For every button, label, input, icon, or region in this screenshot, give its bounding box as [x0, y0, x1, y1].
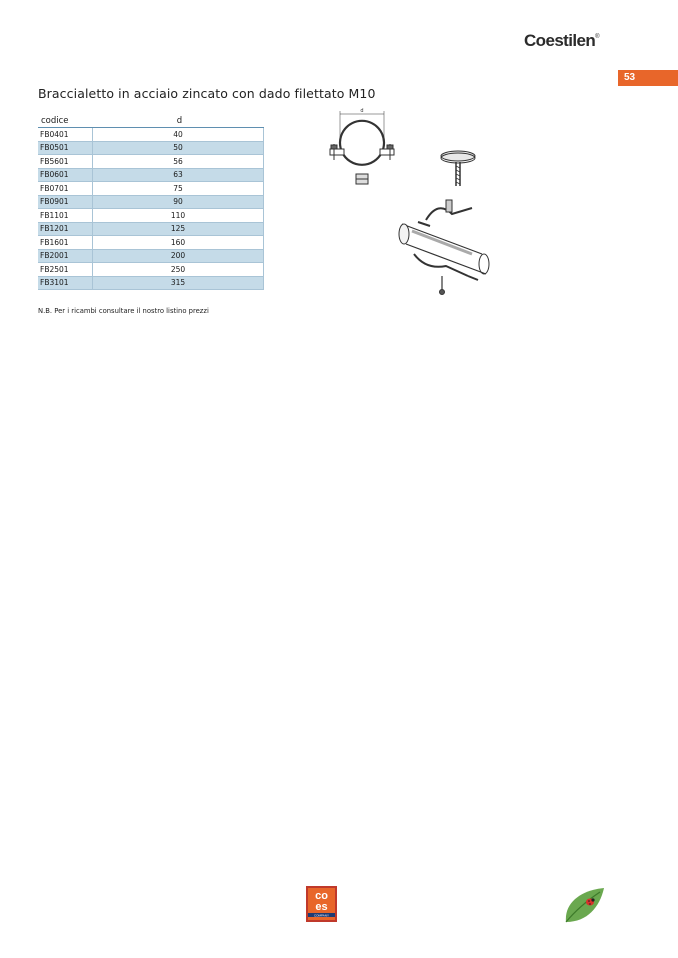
table-row	[38, 236, 264, 250]
cell-d: 63	[173, 170, 183, 180]
cell-codice: FB0701	[38, 182, 93, 195]
table-body	[38, 128, 264, 290]
cell-codice: FB1201	[38, 223, 93, 236]
cell-codice: FB3101	[38, 277, 93, 290]
cell-d: 125	[170, 224, 186, 234]
cell-d: 160	[170, 237, 186, 247]
table-row	[38, 196, 264, 210]
cell-d: 50	[173, 143, 183, 153]
cell-d: 250	[170, 264, 186, 274]
leaf-ladybug-icon	[560, 884, 606, 926]
table-header	[38, 115, 264, 128]
table-row	[38, 263, 264, 277]
table-row	[38, 277, 264, 291]
cell-d: 110	[170, 210, 186, 220]
cell-codice: FB0401	[38, 128, 93, 141]
cell-d: 200	[170, 251, 186, 261]
clamp-diagram	[322, 104, 502, 304]
product-table	[38, 115, 264, 290]
table-row	[38, 169, 264, 183]
cell-codice: FB0601	[38, 169, 93, 182]
cell-codice: FB5601	[38, 155, 93, 168]
svg-text:co: co	[315, 890, 328, 902]
cell-d: 90	[173, 197, 183, 207]
svg-text:COMPANY: COMPANY	[314, 913, 329, 918]
table-row	[38, 223, 264, 237]
table-row	[38, 209, 264, 223]
brand-logo: Coestilen®	[524, 31, 599, 50]
table-row	[38, 250, 264, 264]
cell-codice: FB1101	[38, 209, 93, 222]
cell-d: 75	[173, 183, 183, 193]
cell-codice: FB2501	[38, 263, 93, 276]
cell-d: 315	[170, 278, 186, 288]
table-row	[38, 142, 264, 156]
page-number-tab	[618, 70, 678, 86]
cell-codice: FB0901	[38, 196, 93, 209]
header-codice: codice	[41, 116, 69, 126]
product-title: Braccialetto in acciaio zincato con dado filettato M10	[38, 86, 376, 101]
cell-codice: FB0501	[38, 142, 93, 155]
footnote: N.B. Per i ricambi consultare il nostro listino prezzi	[38, 307, 209, 315]
table-row	[38, 182, 264, 196]
table-row	[38, 128, 264, 142]
cell-d: 40	[173, 129, 183, 139]
cell-d: 56	[173, 156, 183, 166]
page-number: 53	[624, 72, 636, 83]
table-row	[38, 155, 264, 169]
header-d: d	[176, 116, 183, 126]
cell-codice: FB1601	[38, 236, 93, 249]
svg-text:es: es	[315, 901, 328, 913]
diameter-label: d	[360, 108, 364, 114]
cell-codice: FB2001	[38, 250, 93, 263]
coes-logo	[306, 886, 337, 922]
